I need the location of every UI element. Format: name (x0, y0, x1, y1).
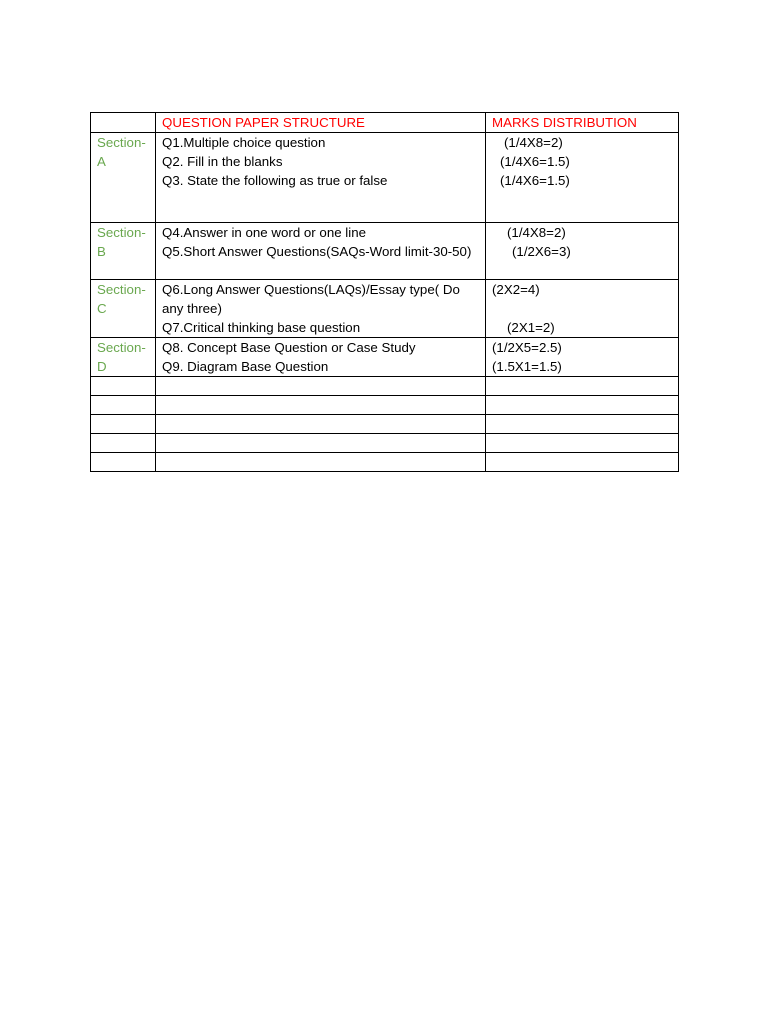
header-empty-cell (91, 113, 156, 133)
question-q7: Q7.Critical thinking base question (162, 320, 361, 335)
marks-q3: (1/4X6=1.5) (500, 173, 570, 188)
table-row-empty (91, 396, 679, 415)
table-row-section-c (91, 280, 679, 338)
section-a-label: Section-A (91, 133, 156, 223)
question-q4: Q4.Answer in one word or one line (162, 225, 366, 240)
marks-q8: (1/2X5=2.5) (492, 340, 562, 355)
section-a-questions (156, 133, 486, 223)
table-row-section-a (91, 133, 679, 223)
question-paper-table (90, 112, 679, 472)
header-marks: MARKS DISTRIBUTION (486, 113, 679, 133)
marks-q9: (1.5X1=1.5) (492, 359, 562, 374)
section-d-label: Section-D (91, 338, 156, 377)
section-c-label: Section-C (91, 280, 156, 338)
marks-q7: (2X1=2) (507, 320, 555, 335)
marks-q6: (2X2=4) (492, 282, 540, 297)
table-row-empty (91, 434, 679, 453)
section-d-questions (156, 338, 486, 377)
table-row-section-b (91, 223, 679, 280)
section-b-marks (486, 223, 679, 280)
section-b-questions (156, 223, 486, 280)
section-a-marks (486, 133, 679, 223)
section-c-marks (486, 280, 679, 338)
question-q2: Q2. Fill in the blanks (162, 154, 283, 169)
question-q6: Q6.Long Answer Questions(LAQs)/Essay type( Do any three) (162, 282, 460, 316)
marks-q4: (1/4X8=2) (507, 225, 566, 240)
marks-q2: (1/4X6=1.5) (500, 154, 570, 169)
section-c-questions (156, 280, 486, 338)
table-header-row (91, 113, 679, 133)
table-row-empty (91, 377, 679, 396)
question-q1: Q1.Multiple choice question (162, 135, 326, 150)
marks-q5: (1/2X6=3) (512, 244, 571, 259)
marks-q1: (1/4X8=2) (504, 135, 563, 150)
table-row-empty (91, 415, 679, 434)
question-q8: Q8. Concept Base Question or Case Study (162, 340, 416, 355)
header-structure: QUESTION PAPER STRUCTURE (156, 113, 486, 133)
table-row-section-d (91, 338, 679, 377)
question-q9: Q9. Diagram Base Question (162, 359, 329, 374)
table-row-empty (91, 453, 679, 472)
section-d-marks (486, 338, 679, 377)
section-b-label: Section-B (91, 223, 156, 280)
question-q5: Q5.Short Answer Questions(SAQs-Word limit-30-50) (162, 244, 472, 259)
question-q3: Q3. State the following as true or false (162, 173, 388, 188)
